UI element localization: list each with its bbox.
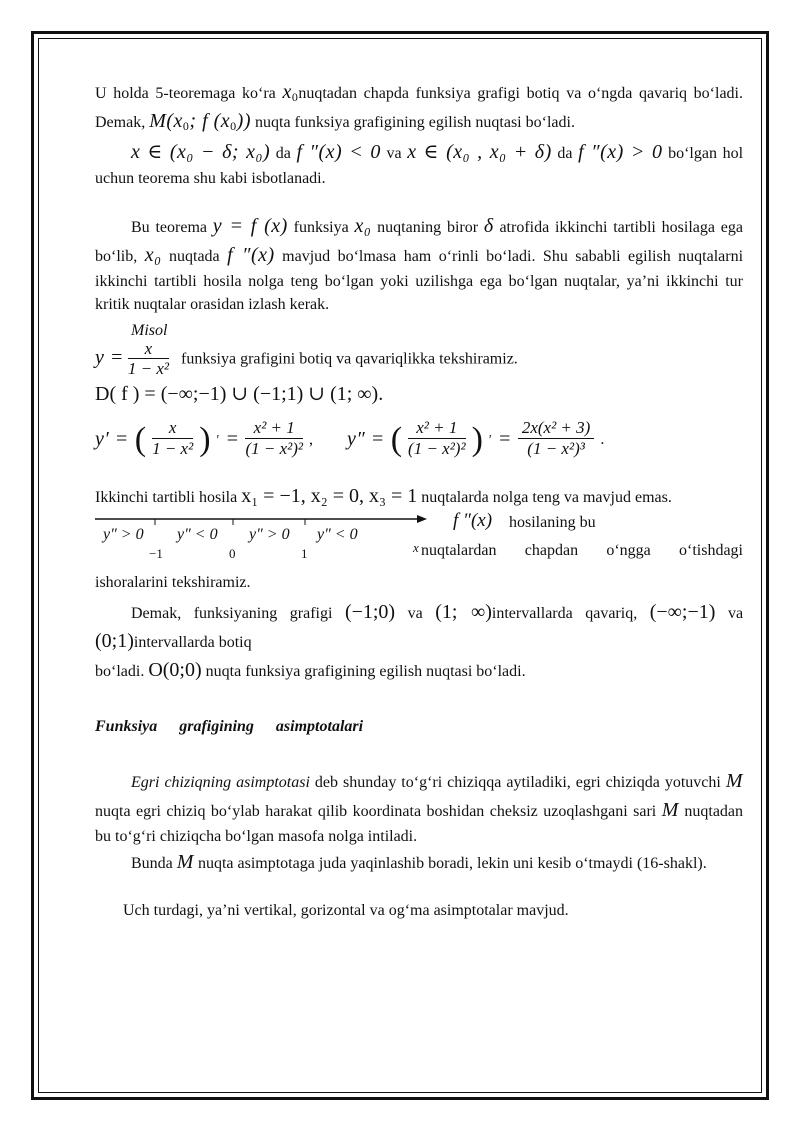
math-x0: x₀ — [144, 244, 162, 267]
text: nuqta egri chiziq bo‘ylab harakat qilib koordinata boshidan cheksiz uzoqlashgani sari — [95, 802, 657, 820]
section-heading: Funksiya grafigining asimptotalari — [95, 718, 364, 736]
math-interval: (1; ∞) — [435, 601, 492, 624]
domain-formula — [95, 380, 743, 409]
example-function — [95, 340, 743, 380]
text: Demak, funksiyaning grafigi — [131, 605, 333, 623]
math-second-derivative-pos: f ″(x) > 0 — [578, 141, 663, 163]
text: Ikkinchi tartibli hosila — [95, 489, 238, 507]
text: Bu teorema — [131, 219, 207, 237]
text: nuqtada — [169, 248, 220, 266]
example-label: Misol — [131, 321, 168, 339]
term: Egri chiziqning asimptotasi — [131, 773, 310, 791]
text: nuqtalardan chapdan o‘ngga o‘tishdagi — [421, 542, 743, 560]
text: U holda 5-teoremaga ko‘ra — [95, 85, 276, 102]
sign-label: y″ > 0 — [103, 526, 144, 544]
math-interval: (−1;0) — [344, 601, 396, 624]
math-point-O: O(0;0) — [148, 659, 202, 682]
tick-label: 0 — [229, 546, 236, 562]
text: va — [727, 605, 744, 623]
math-interval: (0;1) — [95, 630, 134, 653]
text: va — [386, 145, 402, 162]
sign-label: y″ > 0 — [249, 526, 290, 544]
asymptote-definition — [95, 767, 743, 848]
text: intervallarda botiq — [133, 634, 252, 652]
text: nuqta funksiya grafigining egilish nuqtasi bo‘ladi. — [255, 114, 575, 131]
paragraph-theorem-conclusion — [95, 78, 743, 136]
text: da — [557, 145, 573, 162]
asymptote-approach — [95, 848, 743, 877]
math-x0: $x_0$ — [282, 81, 299, 104]
text: nuqtadan chapda funksiya grafigi botiq va o‘ngda qavariq bo‘ladi. Demak, — [95, 85, 743, 131]
text-line: ishoralarini tekshiramiz. — [95, 574, 251, 592]
math-x0: x₀ — [354, 215, 372, 238]
text: nuqtaning biror — [377, 219, 479, 237]
text: hosilaning bu — [509, 514, 596, 532]
text: nuqtadan bu to‘g‘ri chiziqcha bo‘lgan masofa nolga intiladi. — [95, 802, 744, 845]
text: bo‘lgan hol uchun teorema shu kabi isbotlanadi. — [95, 145, 744, 187]
derivatives-formula: y′ = ( $\frac{x}{\text{1 − x²}}$ ) ′ = $\frac{\text{x² + 1}}{\text{(1 − x²)²}}$ , y″ = ( $\frac{\text{x² + 1}}{\text{(1 − x²)²}}$ ) ′ = $\frac{\text{2x(x² + 3)}}{\text{(1 − x²)³}}$ . — [95, 418, 605, 459]
document-body — [95, 78, 743, 922]
conclusion-paragraph — [95, 598, 743, 656]
math-second-derivative-neg: f ″(x) < 0 — [296, 141, 381, 163]
axis-label: x — [413, 540, 419, 556]
sign-number-line — [95, 510, 743, 577]
fraction: $\frac{\text{x² + 1}}{\text{(1 − x²)²}}$ — [408, 418, 466, 459]
math-function: y = f (x) — [212, 215, 288, 238]
text: intervallarda qavariq, — [491, 605, 638, 623]
text: mavjud bo‘lmasa ham o‘rinli bo‘ladi. Shu sababli egilish nuqtalarni ikkinchi tartibli hosila nolga teng bo‘lgan yoki uzilishga ega bo‘lgan nuqtalar, ya’ni ikkinchi tur kritik nuqtalar orasidan izlash kerak. — [95, 248, 744, 314]
text: nuqta asimptotaga juda yaqinlashib boradi, lekin uni kesib o‘tmaydi (16-shakl). — [197, 854, 707, 872]
text: funksiya grafigini botiq va qavariqlikka tekshiramiz. — [181, 350, 518, 368]
critical-points-paragraph — [95, 482, 743, 511]
fraction: $\frac{x}{\text{1 − x²}}$ — [152, 418, 194, 459]
text: funksiya — [293, 219, 349, 237]
text: da — [275, 145, 291, 162]
math-M: M — [725, 769, 744, 792]
math-second-derivative: f ″(x) — [453, 510, 493, 532]
text: nuqta funksiya grafigining egilish nuqtasi bo‘ladi. — [205, 663, 526, 681]
math-first-derivative: y′ = — [95, 427, 129, 450]
tick-label: −1 — [149, 546, 163, 562]
math-M: M — [176, 850, 194, 873]
math-delta: δ — [483, 215, 494, 238]
conclusion-paragraph-end — [95, 656, 743, 685]
text: atrofida ikkinchi tartibli hosilaga ega bo‘lib, — [95, 219, 743, 266]
sign-label: y″ < 0 — [317, 526, 358, 544]
math-M: M — [661, 798, 679, 821]
text: va — [407, 605, 423, 623]
math-y: y = — [95, 346, 124, 369]
text: bo‘ladi. — [95, 663, 145, 681]
sign-label: y″ < 0 — [177, 526, 218, 544]
math-critical-points: x₁ = −1, x₂ = 0, x₃ = 1 — [241, 485, 418, 508]
text: Bunda — [131, 854, 173, 872]
fraction: $\frac{\text{x² + 1}}{\text{(1 − x²)²}}$ — [245, 418, 303, 459]
math-interval-left: x ∈ (x₀ − δ; x₀) — [131, 141, 271, 163]
math-second-derivative: f ″(x) — [227, 244, 275, 267]
math-interval-right: x ∈ (x₀ , x₀ + δ) — [407, 141, 552, 163]
math-point-M: $M(x_0$; f $(x_0)$) — [149, 110, 251, 133]
text: nuqtalarda nolga teng va mavjud emas. — [421, 489, 672, 507]
paragraph-theorem-remark — [95, 212, 743, 316]
math-second-derivative: y″ = — [347, 427, 385, 450]
math-domain: D( f ) = (−∞;−1) ∪ (−1;1) ∪ (1; ∞). — [95, 382, 384, 405]
paragraph-conditions — [95, 138, 743, 190]
asymptote-types: Uch turdagi, ya’ni vertikal, gorizontal va og‘ma asimptotalar mavjud. — [123, 901, 569, 919]
math-interval: (−∞;−1) — [649, 601, 716, 624]
tick-label: 1 — [301, 546, 308, 562]
text: deb shunday to‘g‘ri chiziqqa aytiladiki, egri chiziqda yotuvchi — [314, 773, 721, 791]
fraction: $\frac{x}{\text{1 − x²}}$ — [127, 338, 169, 379]
fraction: $\frac{\text{2x(x² + 3)}}{\text{(1 − x²)³}}$ — [518, 419, 594, 459]
